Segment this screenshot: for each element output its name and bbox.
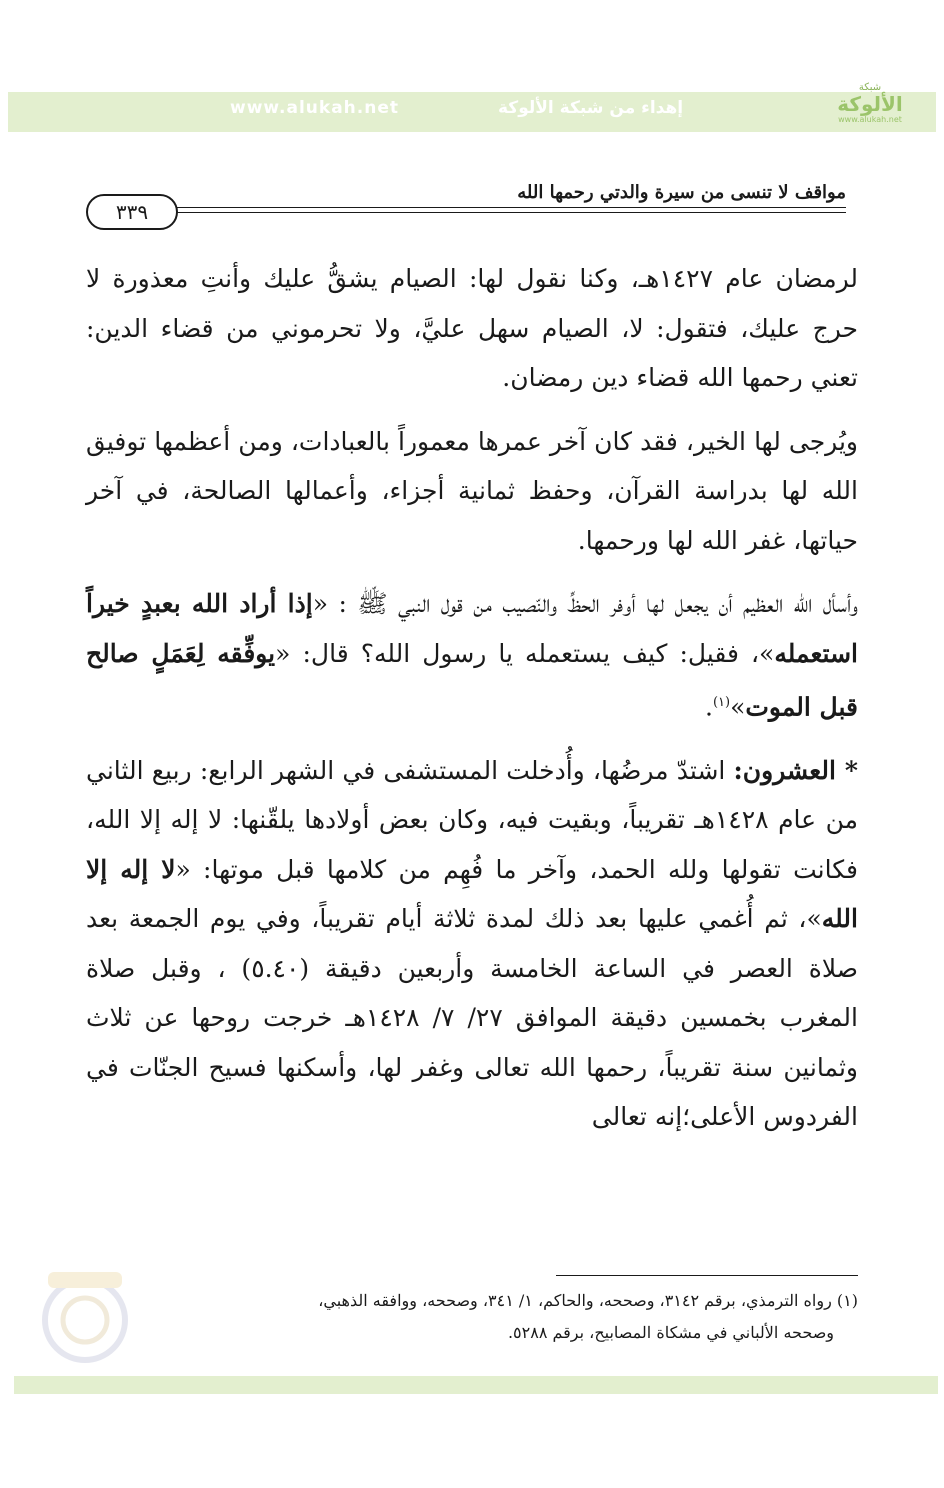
- footnote-ref[interactable]: (١): [712, 695, 731, 710]
- footnote-line-2: وصححه الألباني في مشكاة المصابيح، برقم ٥٢٨٨.: [507, 1323, 834, 1342]
- p3-text-c: »، فقيل: كيف يستعمله يا رسول الله؟ قال: «: [275, 638, 775, 668]
- footnote-rule: [556, 1275, 858, 1276]
- p4-text-a: اشتدّ مرضُها، وأُدخلت المستشفى في الشهر الرابع: ربيع الثاني من عام ١٤٢٨هـ تقريباً، وبقيت فيه، وكان بعض أولادها يلقّنها: لا إله إلا الله، فكانت تقولها ولله الحمد، وآخر ما فُهِم من كلامها قبل موتها: «: [86, 755, 859, 884]
- hadith-quote-2: يوفِّقه لِعَمَلٍ صالح قبل الموت: [86, 638, 858, 722]
- site-url[interactable]: www.alukah.net: [230, 98, 399, 118]
- shahada-quote: لا إله إلا الله: [86, 854, 858, 934]
- paragraph-2: ويُرجى لها الخير، فقد كان آخر عمرها معموراً بالعبادات، ومن أعظمها توفيق الله لها بدراسة القرآن، وحفظ ثمانية أجزاء، وأعمالها الصالحة، في آخر حياتها، غفر الله لها ورحمها.: [86, 426, 858, 555]
- logo-main: الألوكة: [837, 92, 903, 116]
- alukah-logo: [822, 82, 918, 132]
- logo-sub: www.alukah.net: [838, 115, 902, 124]
- bottom-bar: [14, 1376, 938, 1394]
- running-title: مواقف لا تنسى من سيرة والدتي رحمها الله: [517, 182, 846, 203]
- paragraph-4: [86, 746, 858, 1142]
- p4-text-c: »، ثم أُغمي عليها بعد ذلك لمدة ثلاثة أيام تقريباً، وفي يوم الجمعة بعد صلاة العصر في الساعة الخامسة وأربعين دقيقة (٥.٤٠) ، وقبل صلاة المغرب بخمسين دقيقة الموافق ٢٧/ ٧/ ١٤٢٨هـ خرجت روحها عن ثلاث وثمانين سنة تقريباً، رحمها الله تعالى وغفر لها، وأسكنها فسيح الجنّات في الفردوس الأعلى؛إنه تعالى: [86, 904, 858, 1132]
- hadith-quote-1: إذا أراد الله بعبدٍ خيراً استعمله: [86, 589, 858, 668]
- page-number: ٣٣٩: [86, 194, 178, 230]
- logo-top: شبكة: [858, 82, 882, 93]
- page-body: [86, 254, 858, 1156]
- p3-text-e: »: [730, 692, 746, 722]
- p3-end: .: [705, 692, 713, 722]
- header-rule: [170, 207, 846, 208]
- top-banner: [8, 82, 936, 132]
- footnote-line-1: (١) رواه الترمذي، برقم ٣١٤٢، وصححه، والحاكم، ١/ ٣٤١، وصححه، ووافقه الذهبي،: [318, 1291, 858, 1310]
- header-rule-2: [170, 212, 846, 213]
- paragraph-3: [86, 579, 858, 732]
- gift-text: إهداء من شبكة الألوكة: [498, 98, 684, 118]
- p3-text-a: وأسأل الله العظيم أن يجعل لها أوفر الحظِّ والنّصيب من قول النبي ﷺ : «: [312, 589, 858, 618]
- paragraph-1: لرمضان عام ١٤٢٧هـ، وكنا نقول لها: الصيام يشقُّ عليك وأنتِ معذورة لا حرج عليك، فتقول: لا، الصيام سهل عليَّ، ولا تحرموني من قضاء الدين: تعني رحمها الله قضاء دين رمضان.: [86, 264, 859, 392]
- footnote: [86, 1285, 858, 1349]
- section-label: * العشرون:: [733, 755, 858, 785]
